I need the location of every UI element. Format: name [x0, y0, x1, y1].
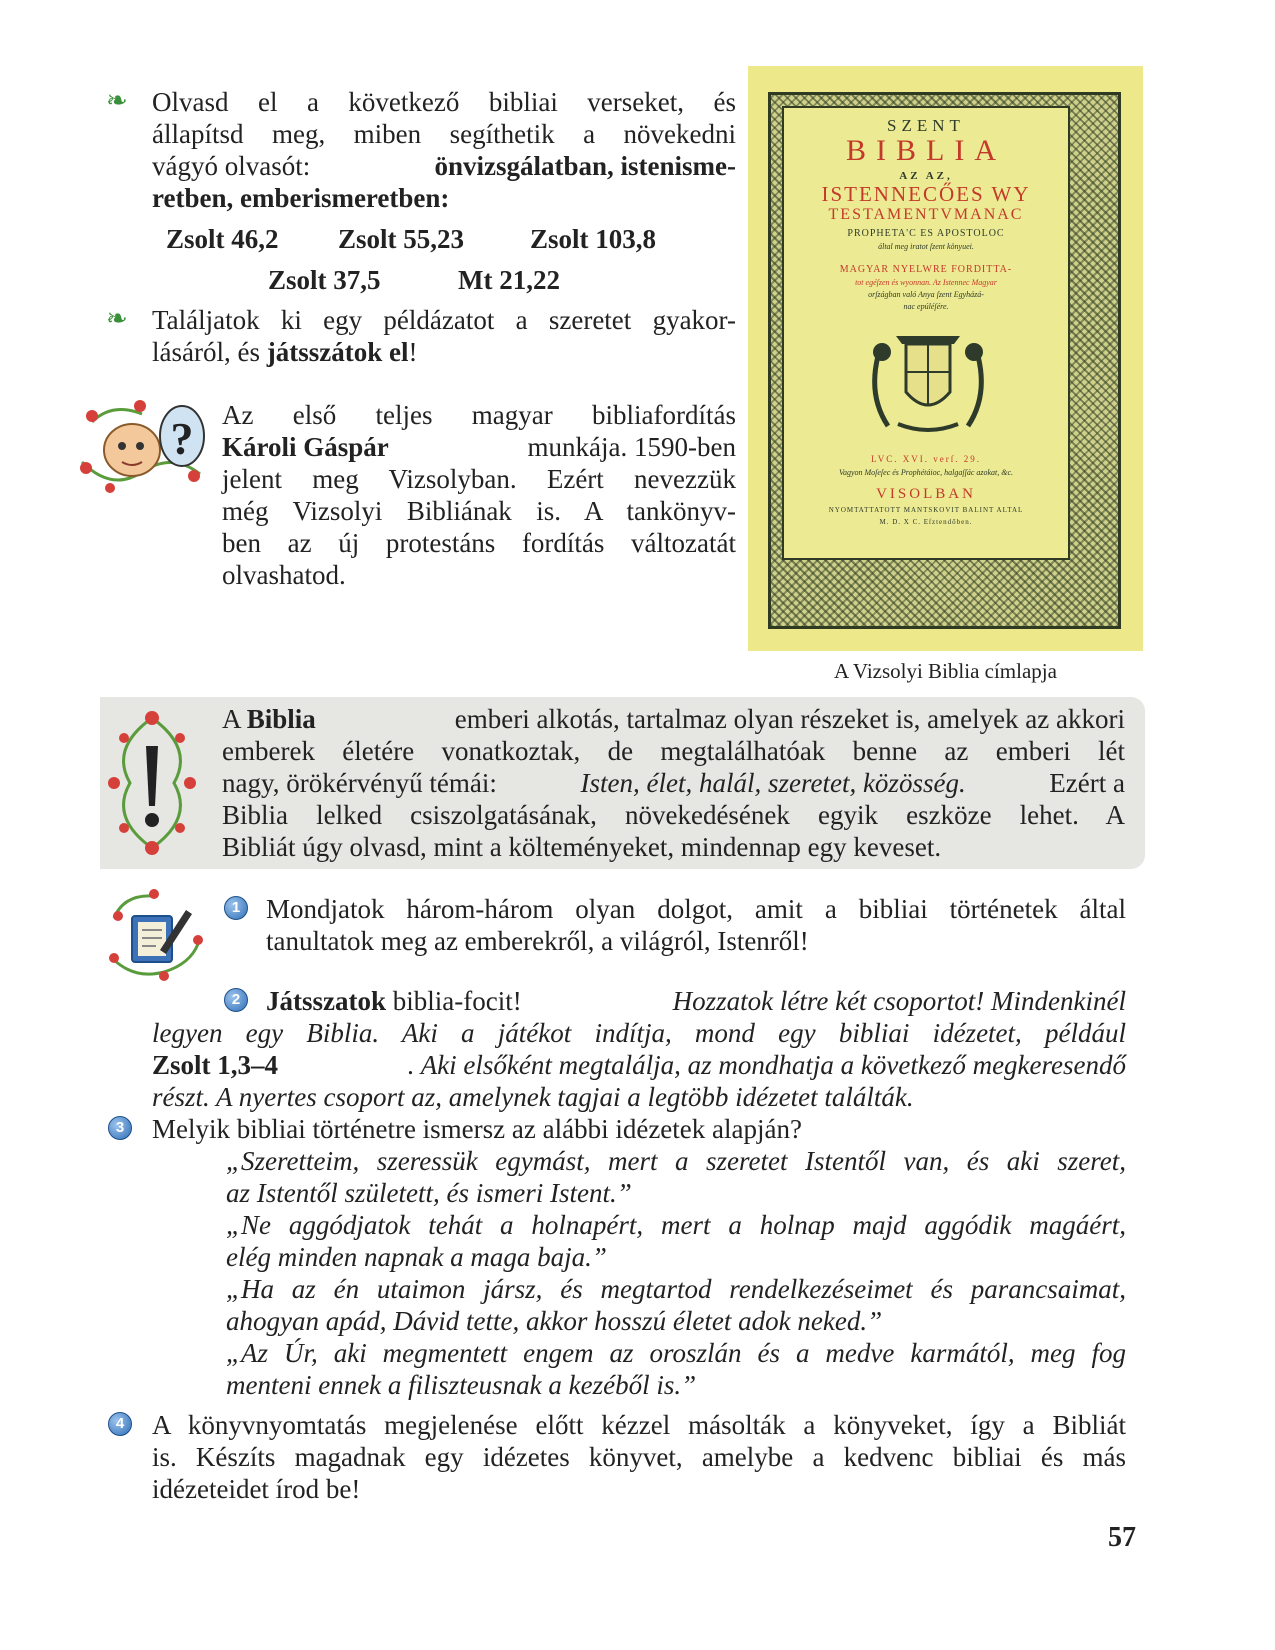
task-3-question: Melyik bibliai történetre ismersz az alábbi idézetek alapján? — [152, 1114, 802, 1144]
important-line: Bibliát úgy olvasd, mint a költeményeket, mindennap egy keveset. — [222, 832, 942, 862]
intro-task-1-line-4-bold: retben, emberismeretben: — [152, 183, 450, 213]
quote-2-line-2: elég minden napnak a maga baja.” — [226, 1242, 607, 1272]
title-page-inner — [782, 106, 1070, 560]
coat-of-arms-icon — [868, 336, 988, 440]
important-paragraph — [222, 703, 1125, 863]
title-magyar-4: nac epúléſére. — [903, 302, 949, 311]
quote-3-line-1: „Ha az én utaimon jársz, és megtartod rendelkezéseimet és parancsaimat, — [226, 1274, 1126, 1304]
intro-task-2-end: ! — [408, 337, 418, 367]
task-2-italic: Hozzatok létre két csoportot! Mindenkinél — [672, 986, 1126, 1016]
title-biblia: BIBLIA — [846, 134, 1006, 167]
intro-task-2-bold: játsszátok el — [266, 337, 409, 367]
task-2-bold: Játsszatok — [266, 986, 386, 1016]
question-mark-icon — [72, 392, 207, 504]
quote-3-line-2: ahogyan apád, Dávid tette, akkor hosszú életet adok neked.” — [226, 1306, 883, 1336]
info-line: olvashatod. — [222, 560, 346, 590]
task-4-line-3: idézeteidet írod be! — [152, 1474, 361, 1504]
leaf-bullet-icon: ❧ — [106, 304, 128, 333]
intro-task-1 — [152, 86, 736, 214]
bible-ref: Zsolt 55,23 — [338, 224, 465, 254]
important-line: emberek életére vonatkoztak, de megtalálhatóak benne az emberi lét — [222, 736, 1125, 766]
title-line-2: TESTAMENTVMANAC — [828, 206, 1024, 223]
quote-1-line-1: „Szeretteim, szeressük egymást, mert a szeretet Istentől van, és aki szeret, — [226, 1146, 1126, 1176]
quote-1-line-2: az Istentől született, és ismeri Istent.” — [226, 1178, 632, 1208]
intro-task-1-line-2: állapítsd meg, miben segíthetik a növekedni — [152, 119, 736, 149]
quote-4-line-2: menteni ennek a filiszteusnak a kezéből is.” — [226, 1370, 697, 1400]
info-line: Az első teljes magyar bibliafordítás — [222, 400, 736, 430]
info-paragraph — [222, 399, 736, 591]
important-bold-biblia: Biblia — [246, 704, 316, 734]
task-2-text: biblia-focit! — [386, 986, 522, 1016]
vizsolyi-biblia-title-page-image — [748, 66, 1143, 651]
task-number-badge-4: 4 — [108, 1412, 132, 1436]
info-line: ben az új protestáns fordítás változatát — [222, 528, 736, 558]
bible-ref: Mt 21,22 — [458, 265, 560, 295]
title-az-az: AZ AZ, — [899, 170, 953, 182]
intro-task-2 — [152, 304, 736, 368]
title-nyomtattatott: NYOMTATTATOTT MANTSKOVIT BALINT ALTAL — [828, 506, 1024, 514]
info-line: jelent meg Vizsolyban. Ezért nevezzük — [222, 464, 736, 494]
important-italic-themes: Isten, élet, halál, szeretet, közösség. — [580, 768, 966, 798]
quote-4-line-1: „Az Úr, aki megmentett engem az oroszlán és a medve karmától, meg fog — [226, 1338, 1126, 1368]
task-3-quotes — [226, 1145, 1126, 1401]
task-1-line-2: tanultatok meg az emberekről, a világról, Istenről! — [266, 926, 809, 956]
title-line-1: ISTENNECŐES WY — [821, 182, 1031, 206]
intro-task-1-line-1: Olvasd el a következő bibliai verseket, és — [152, 87, 736, 117]
task-number-badge-1: 1 — [224, 896, 248, 920]
intro-task-2-line-2: lásáról, és — [152, 337, 267, 367]
title-magyar: MAGYAR NYELWRE FORDITTA- — [839, 264, 1013, 275]
leaf-bullet-icon: ❧ — [106, 86, 128, 115]
title-magyar-3: orſzágban való Anya ſzent Egyházá- — [868, 290, 984, 299]
title-vagyon: Vagyon Moſeſec és Prophétáioc, halgaſſác azokat, &c. — [838, 468, 1014, 477]
important-text: Ezért a — [1049, 768, 1125, 798]
title-prophetac: PROPHETA'C ES APOSTOLOC — [847, 228, 1005, 239]
bible-ref: Zsolt 103,8 — [530, 224, 657, 254]
intro-task-2-line-1: Találjatok ki egy példázatot a szeretet gyakor- — [152, 305, 736, 335]
important-line: Biblia lelked csiszolgatásának, növekedésének egyik eszköze lehet. A — [222, 800, 1125, 830]
task-2-reference: Zsolt 1,3–4 — [152, 1050, 279, 1080]
task-2-line-1 — [266, 985, 1126, 1017]
task-1 — [266, 893, 1126, 957]
bible-ref: Zsolt 46,2 — [166, 224, 279, 254]
info-line: munkája. 1590-ben — [527, 432, 736, 462]
important-text: nagy, örökérvényű témái: — [222, 768, 497, 798]
title-visolban: VISOLBAN — [876, 486, 976, 502]
task-4-line-1: A könyvnyomtatás megjelenése előtt kézzel másolták a könyveket, így a Bibliát — [152, 1410, 1126, 1440]
intro-task-1-line-3: vágyó olvasót: — [152, 151, 311, 181]
task-2-line-4: részt. A nyertes csoport az, amelynek tagjai a legtöbb idézetet találták. — [152, 1082, 914, 1112]
task-2-line-3: . Aki elsőként megtalálja, az mondhatja a következő megkeresendő — [407, 1050, 1126, 1080]
info-line: még Vizsolyi Bibliának is. A tankönyv- — [222, 496, 736, 526]
task-1-line-1: Mondjatok három-három olyan dolgot, amit a bibliai történetek által — [266, 894, 1126, 924]
task-number-badge-3: 3 — [108, 1116, 132, 1140]
important-text: A — [222, 704, 247, 734]
svg-text:?: ? — [170, 413, 194, 464]
task-2-body — [152, 1017, 1126, 1113]
quote-2-line-1: „Ne aggódjatok tehát a holnapért, mert a holnap majd aggódik magáért, — [226, 1210, 1126, 1240]
image-caption: A Vizsolyi Biblia címlapja — [834, 659, 1057, 683]
title-magyar-2: tot egéſzen és wyonnan. Az Istennec Magyar — [855, 278, 997, 287]
important-text: emberi alkotás, tartalmaz olyan részeket is, amelyek az akkori — [454, 704, 1125, 734]
task-number-badge-2: 2 — [224, 988, 248, 1012]
page-number: 57 — [1108, 1522, 1136, 1553]
title-year: M. D. X C. Eſztendőben. — [879, 518, 973, 526]
title-prophetac-2: által meg iratot ſzent könyuei. — [878, 242, 974, 251]
title-luc: LVC. XVI. verſ. 29. — [871, 454, 981, 464]
writing-task-icon — [104, 888, 204, 984]
task-2-line-2: legyen egy Biblia. Aki a játékot indítja, mond egy bibliai idézetet, például — [152, 1018, 1126, 1048]
task-4 — [152, 1409, 1126, 1505]
title-szent: SZENT — [887, 116, 965, 135]
task-4-line-2: is. Készíts magadnak egy idézetes könyvet, amelybe a kedvenc bibliai és más — [152, 1442, 1126, 1472]
bible-ref: Zsolt 37,5 — [268, 265, 381, 295]
info-bold-name: Károli Gáspár — [222, 432, 389, 462]
intro-task-1-line-3-bold: önvizsgálatban, istenisme- — [434, 151, 736, 181]
exclamation-mark-icon — [104, 708, 200, 858]
